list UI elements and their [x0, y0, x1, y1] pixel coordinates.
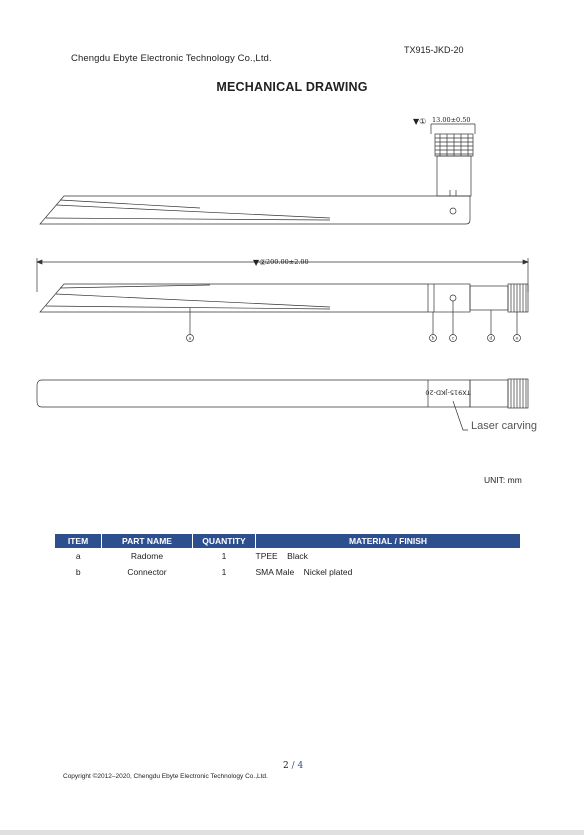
cell-item: a — [75, 551, 81, 561]
view-straight — [37, 258, 528, 342]
col-quantity: QUANTITY — [193, 534, 256, 548]
callout-e: e — [515, 336, 519, 342]
view-folded — [40, 124, 475, 224]
cell-part-name: Connector — [127, 567, 167, 577]
table-row — [55, 548, 520, 564]
company-name: Chengdu Ebyte Electronic Technology Co.,Ltd. — [71, 53, 272, 64]
dim-2-marker: ▼② — [253, 258, 267, 267]
page-total: 4 — [297, 761, 304, 771]
dim-1-marker: ▼① — [413, 117, 427, 126]
unit-label: UNIT: mm — [484, 475, 522, 485]
callout-c: c — [451, 336, 455, 342]
callout-d: d — [489, 336, 493, 342]
col-material: MATERIAL / FINISH — [256, 534, 521, 548]
dim-2-value: 200.00±2.00 — [266, 258, 309, 266]
cell-material: TPEE Black — [255, 551, 308, 561]
laser-carving-label: Laser carving — [471, 420, 538, 432]
table-header-row — [55, 534, 520, 548]
cell-item: b — [75, 567, 81, 577]
cell-part-name: Radome — [130, 551, 164, 561]
cell-quantity: 1 — [221, 551, 227, 561]
page-title: MECHANICAL DRAWING — [216, 80, 368, 94]
parts-table — [55, 534, 520, 580]
cell-quantity: 1 — [221, 567, 227, 577]
table-row — [55, 564, 520, 580]
col-item: ITEM — [55, 534, 102, 548]
page-separator: / — [291, 761, 295, 771]
dim-1-value: 13.00±0.50 — [432, 116, 471, 124]
model-number: TX915-JKD-20 — [404, 45, 464, 55]
callout-a: a — [188, 336, 192, 342]
viewer-scrollbar-track[interactable] — [0, 830, 584, 835]
view-side — [37, 379, 528, 430]
page-number — [283, 761, 303, 771]
copyright: Copyright ©2012–2020, Chengdu Ebyte Electronic Technology Co.,Ltd. — [63, 773, 268, 780]
engraving-text: TX915-JKD-20 — [425, 388, 471, 397]
page-current: 2 — [283, 761, 289, 771]
callout-b: b — [431, 336, 435, 342]
cell-material: SMA Male Nickel plated — [255, 567, 353, 577]
col-part-name: PART NAME — [102, 534, 193, 548]
